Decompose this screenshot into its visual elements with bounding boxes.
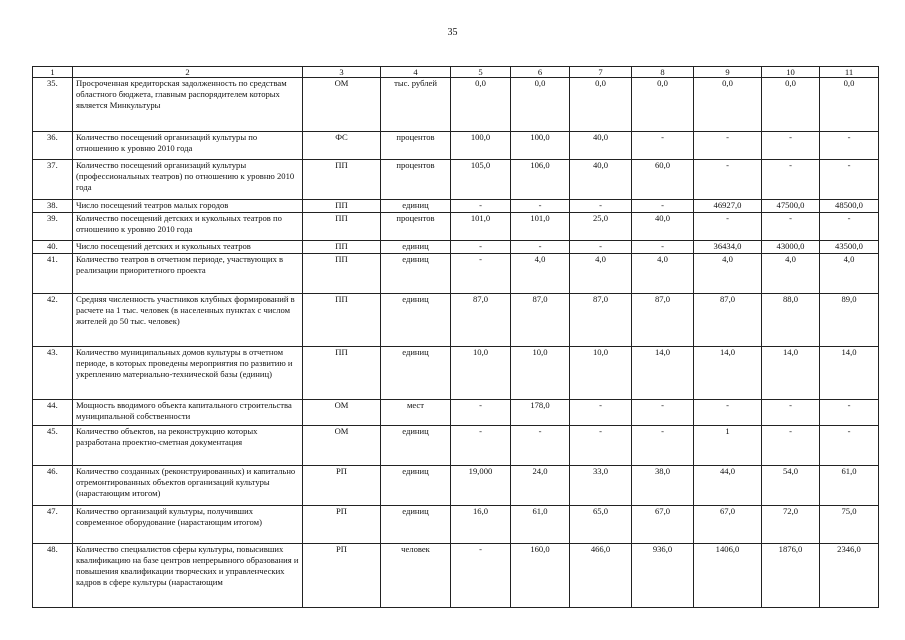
indicator-code: ОМ xyxy=(303,400,381,426)
row-number: 36. xyxy=(33,132,73,160)
column-header: 1 xyxy=(33,67,73,78)
indicator-code: РП xyxy=(303,506,381,544)
unit-of-measure: процентов xyxy=(381,213,451,241)
value-cell: 40,0 xyxy=(632,213,694,241)
value-cell: 36434,0 xyxy=(694,241,762,254)
value-cell: 87,0 xyxy=(632,294,694,347)
table-row xyxy=(33,466,879,506)
value-cell: 4,0 xyxy=(511,254,570,294)
column-header: 4 xyxy=(381,67,451,78)
column-header: 10 xyxy=(762,67,820,78)
value-cell: 0,0 xyxy=(762,78,820,132)
value-cell: 43000,0 xyxy=(762,241,820,254)
value-cell: 75,0 xyxy=(820,506,879,544)
row-number: 39. xyxy=(33,213,73,241)
value-cell: - xyxy=(762,213,820,241)
column-header: 11 xyxy=(820,67,879,78)
value-cell: - xyxy=(451,254,511,294)
indicator-code: РП xyxy=(303,544,381,608)
column-header: 3 xyxy=(303,67,381,78)
value-cell: 24,0 xyxy=(511,466,570,506)
table-row xyxy=(33,200,879,213)
unit-of-measure: человек xyxy=(381,544,451,608)
column-header: 2 xyxy=(73,67,303,78)
unit-of-measure: единиц xyxy=(381,254,451,294)
table-row xyxy=(33,426,879,466)
value-cell: 33,0 xyxy=(570,466,632,506)
indicator-code: ФС xyxy=(303,132,381,160)
indicator-name: Количество организаций культуры, получивших современное оборудование (нарастающим итогом) xyxy=(73,506,303,544)
indicator-code: ПП xyxy=(303,241,381,254)
indicator-name: Количество посещений организаций культуры по отношению к уровню 2010 года xyxy=(73,132,303,160)
indicator-code: ОМ xyxy=(303,78,381,132)
value-cell: 87,0 xyxy=(694,294,762,347)
value-cell: 44,0 xyxy=(694,466,762,506)
value-cell: - xyxy=(632,241,694,254)
value-cell: 4,0 xyxy=(570,254,632,294)
row-number: 46. xyxy=(33,466,73,506)
value-cell: 87,0 xyxy=(570,294,632,347)
value-cell: - xyxy=(762,132,820,160)
value-cell: 0,0 xyxy=(694,78,762,132)
table-row xyxy=(33,506,879,544)
value-cell: 47500,0 xyxy=(762,200,820,213)
table-row xyxy=(33,544,879,608)
value-cell: 1876,0 xyxy=(762,544,820,608)
value-cell: 40,0 xyxy=(570,160,632,200)
unit-of-measure: единиц xyxy=(381,426,451,466)
value-cell: - xyxy=(762,160,820,200)
table-row xyxy=(33,213,879,241)
unit-of-measure: единиц xyxy=(381,466,451,506)
column-header: 5 xyxy=(451,67,511,78)
value-cell: - xyxy=(820,132,879,160)
row-number: 44. xyxy=(33,400,73,426)
table-body xyxy=(33,67,879,608)
indicator-name: Количество театров в отчетном периоде, участвующих в реализации приоритетного проекта xyxy=(73,254,303,294)
value-cell: - xyxy=(820,160,879,200)
unit-of-measure: единиц xyxy=(381,200,451,213)
value-cell: 0,0 xyxy=(820,78,879,132)
value-cell: 61,0 xyxy=(511,506,570,544)
value-cell: 54,0 xyxy=(762,466,820,506)
value-cell: 89,0 xyxy=(820,294,879,347)
value-cell: 48500,0 xyxy=(820,200,879,213)
unit-of-measure: мест xyxy=(381,400,451,426)
value-cell: - xyxy=(511,200,570,213)
value-cell: 0,0 xyxy=(570,78,632,132)
value-cell: - xyxy=(451,200,511,213)
row-number: 40. xyxy=(33,241,73,254)
value-cell: 0,0 xyxy=(511,78,570,132)
value-cell: - xyxy=(632,400,694,426)
value-cell: - xyxy=(511,426,570,466)
value-cell: 466,0 xyxy=(570,544,632,608)
value-cell: - xyxy=(451,544,511,608)
indicator-name: Число посещений театров малых городов xyxy=(73,200,303,213)
indicator-name: Количество специалистов сферы культуры, повысивших квалификацию на базе центров непрерывного образования и повышения квалификации творческих и управленческих кадров в сфере культуры (нарастающим xyxy=(73,544,303,608)
value-cell: - xyxy=(570,426,632,466)
value-cell: 67,0 xyxy=(632,506,694,544)
value-cell: 0,0 xyxy=(632,78,694,132)
indicator-name: Количество посещений детских и кукольных театров по отношению к уровню 2010 года xyxy=(73,213,303,241)
value-cell: 936,0 xyxy=(632,544,694,608)
unit-of-measure: тыс. рублей xyxy=(381,78,451,132)
table-row xyxy=(33,294,879,347)
value-cell: - xyxy=(632,426,694,466)
value-cell: 38,0 xyxy=(632,466,694,506)
table-row xyxy=(33,241,879,254)
indicator-code: ОМ xyxy=(303,426,381,466)
row-number: 43. xyxy=(33,347,73,400)
value-cell: - xyxy=(570,400,632,426)
value-cell: 160,0 xyxy=(511,544,570,608)
value-cell: - xyxy=(511,241,570,254)
value-cell: 106,0 xyxy=(511,160,570,200)
value-cell: 100,0 xyxy=(511,132,570,160)
value-cell: 10,0 xyxy=(570,347,632,400)
table-row xyxy=(33,347,879,400)
value-cell: 25,0 xyxy=(570,213,632,241)
value-cell: 0,0 xyxy=(451,78,511,132)
value-cell: 19,000 xyxy=(451,466,511,506)
indicator-name: Число посещений детских и кукольных театров xyxy=(73,241,303,254)
unit-of-measure: единиц xyxy=(381,294,451,347)
row-number: 48. xyxy=(33,544,73,608)
value-cell: - xyxy=(762,426,820,466)
row-number: 42. xyxy=(33,294,73,347)
value-cell: 14,0 xyxy=(820,347,879,400)
value-cell: 14,0 xyxy=(762,347,820,400)
column-header: 9 xyxy=(694,67,762,78)
value-cell: 10,0 xyxy=(511,347,570,400)
value-cell: 4,0 xyxy=(762,254,820,294)
table-row xyxy=(33,160,879,200)
indicator-code: ПП xyxy=(303,200,381,213)
indicators-table xyxy=(32,66,879,608)
value-cell: 14,0 xyxy=(632,347,694,400)
value-cell: - xyxy=(694,400,762,426)
value-cell: - xyxy=(451,400,511,426)
value-cell: - xyxy=(762,400,820,426)
value-cell: 16,0 xyxy=(451,506,511,544)
value-cell: 88,0 xyxy=(762,294,820,347)
indicator-name: Мощность вводимого объекта капитального строительства муниципальной собственности xyxy=(73,400,303,426)
value-cell: 1406,0 xyxy=(694,544,762,608)
value-cell: - xyxy=(820,400,879,426)
value-cell: 46927,0 xyxy=(694,200,762,213)
indicator-code: РП xyxy=(303,466,381,506)
value-cell: 100,0 xyxy=(451,132,511,160)
indicator-name: Количество объектов, на реконструкцию которых разработана проектно-сметная документация xyxy=(73,426,303,466)
row-number: 41. xyxy=(33,254,73,294)
value-cell: 4,0 xyxy=(632,254,694,294)
value-cell: 87,0 xyxy=(451,294,511,347)
column-header: 7 xyxy=(570,67,632,78)
value-cell: 61,0 xyxy=(820,466,879,506)
value-cell: 40,0 xyxy=(570,132,632,160)
indicator-code: ПП xyxy=(303,294,381,347)
column-header: 8 xyxy=(632,67,694,78)
unit-of-measure: единиц xyxy=(381,347,451,400)
indicator-code: ПП xyxy=(303,254,381,294)
value-cell: - xyxy=(632,200,694,213)
row-number: 38. xyxy=(33,200,73,213)
indicator-code: ПП xyxy=(303,160,381,200)
value-cell: 67,0 xyxy=(694,506,762,544)
value-cell: 105,0 xyxy=(451,160,511,200)
unit-of-measure: процентов xyxy=(381,160,451,200)
value-cell: - xyxy=(694,132,762,160)
value-cell: - xyxy=(632,132,694,160)
value-cell: 65,0 xyxy=(570,506,632,544)
indicator-name: Количество посещений организаций культуры (профессиональных театров) по отношению к уровню 2010 года xyxy=(73,160,303,200)
table-row xyxy=(33,400,879,426)
row-number: 35. xyxy=(33,78,73,132)
value-cell: 14,0 xyxy=(694,347,762,400)
header-row xyxy=(33,67,879,78)
value-cell: - xyxy=(694,160,762,200)
value-cell: 10,0 xyxy=(451,347,511,400)
value-cell: - xyxy=(694,213,762,241)
value-cell: - xyxy=(451,426,511,466)
value-cell: 60,0 xyxy=(632,160,694,200)
page-number: 35 xyxy=(447,27,458,38)
unit-of-measure: процентов xyxy=(381,132,451,160)
value-cell: 72,0 xyxy=(762,506,820,544)
indicator-code: ПП xyxy=(303,213,381,241)
value-cell: - xyxy=(570,200,632,213)
value-cell: 4,0 xyxy=(694,254,762,294)
value-cell: 178,0 xyxy=(511,400,570,426)
value-cell: 43500,0 xyxy=(820,241,879,254)
indicator-name: Количество созданных (реконструированных) и капитально отремонтированных объектов организаций культуры (нарастающим итогом) xyxy=(73,466,303,506)
value-cell: - xyxy=(820,213,879,241)
table-row xyxy=(33,132,879,160)
value-cell: 101,0 xyxy=(451,213,511,241)
unit-of-measure: единиц xyxy=(381,241,451,254)
unit-of-measure: единиц xyxy=(381,506,451,544)
value-cell: - xyxy=(451,241,511,254)
indicator-code: ПП xyxy=(303,347,381,400)
column-header: 6 xyxy=(511,67,570,78)
row-number: 45. xyxy=(33,426,73,466)
row-number: 47. xyxy=(33,506,73,544)
value-cell: - xyxy=(570,241,632,254)
value-cell: 101,0 xyxy=(511,213,570,241)
indicator-name: Средняя численность участников клубных формирований в расчете на 1 тыс. человек (в населенных пунктах с числом жителей до 50 тыс. человек) xyxy=(73,294,303,347)
table-row xyxy=(33,78,879,132)
value-cell: 87,0 xyxy=(511,294,570,347)
value-cell: 2346,0 xyxy=(820,544,879,608)
table-row xyxy=(33,254,879,294)
indicator-name: Количество муниципальных домов культуры в отчетном периоде, в которых проведены мероприятия по развитию и укреплению материально-технической базы (единиц) xyxy=(73,347,303,400)
row-number: 37. xyxy=(33,160,73,200)
value-cell: 1 xyxy=(694,426,762,466)
value-cell: 4,0 xyxy=(820,254,879,294)
value-cell: - xyxy=(820,426,879,466)
indicator-name: Просроченная кредиторская задолженность по средствам областного бюджета, главным распорядителем которых является Минкультуры xyxy=(73,78,303,132)
